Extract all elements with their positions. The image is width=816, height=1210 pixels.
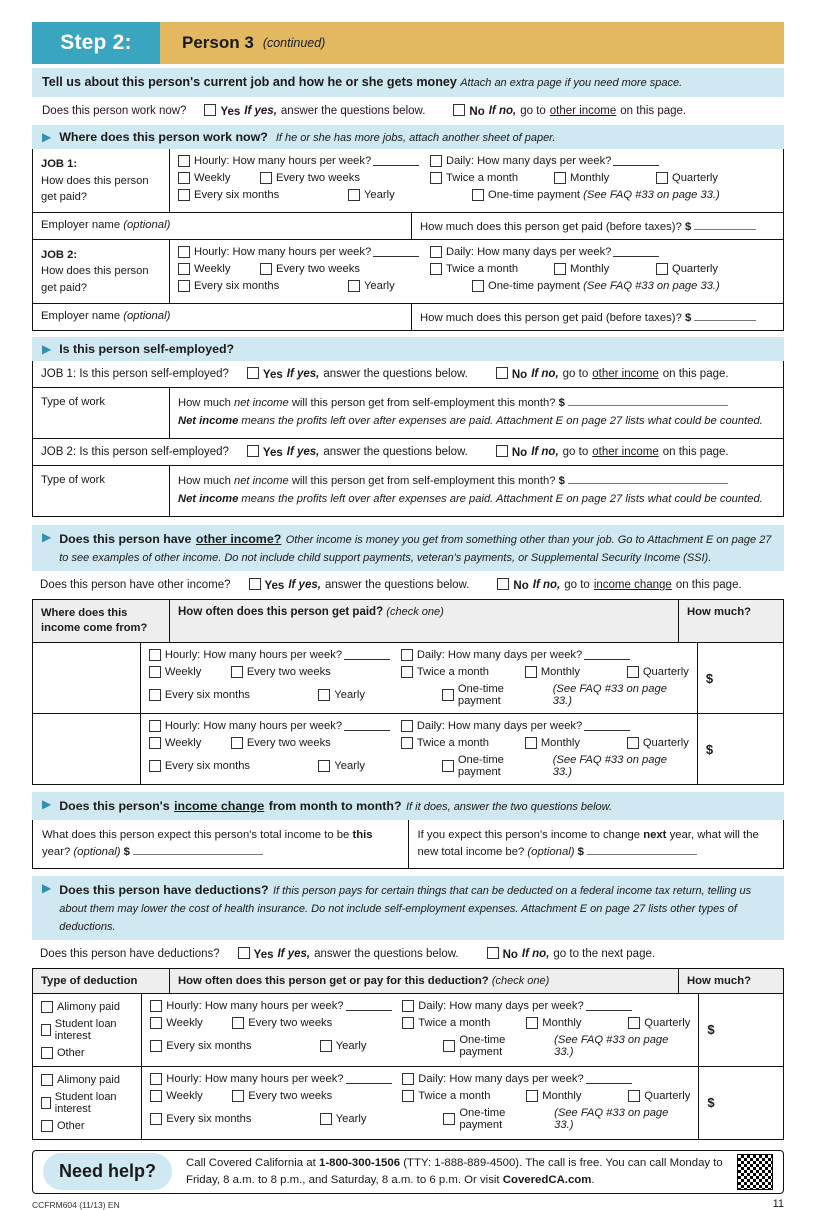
checkbox-icon[interactable] [472, 280, 484, 292]
job1-hourly[interactable]: Hourly: How many hours per week? [178, 155, 430, 167]
ded-col-type: Type of deduction [33, 969, 170, 993]
checkbox-icon[interactable] [496, 367, 508, 379]
income-change-next-year[interactable]: If you expect this person's income to change next year, what will the new total income be? (optional) $ [417, 829, 759, 859]
checkbox-icon[interactable] [41, 1024, 51, 1036]
checkbox-icon[interactable] [150, 1040, 162, 1052]
intro-note: Attach an extra page if you need more space. [460, 77, 683, 89]
work-now-question-row [32, 97, 784, 125]
oi2-yearly[interactable]: Yearly [318, 754, 442, 778]
ded-no[interactable]: No [487, 947, 518, 961]
se1-yes[interactable]: Yes [247, 367, 283, 381]
job2-yearly[interactable]: Yearly [348, 280, 472, 292]
checkbox-icon[interactable] [150, 1090, 162, 1102]
checkbox-icon[interactable] [204, 104, 216, 116]
checkbox-icon[interactable] [497, 578, 509, 590]
ded1-every-two-weeks[interactable]: Every two weeks [232, 1017, 402, 1029]
self-employed-heading: Is this person self-employed? [59, 341, 235, 356]
checkbox-icon[interactable] [41, 1120, 53, 1132]
checkbox-icon[interactable] [178, 189, 190, 201]
work-now-no[interactable]: No [453, 104, 484, 118]
checkbox-icon[interactable] [149, 689, 161, 701]
oi2-every-six-months[interactable]: Every six months [149, 754, 318, 778]
oi1-every-two-weeks[interactable]: Every two weeks [231, 666, 401, 678]
checkbox-icon[interactable] [628, 1090, 640, 1102]
checkbox-icon[interactable] [443, 1113, 455, 1125]
checkbox-icon[interactable] [430, 263, 442, 275]
job1-every-six-months[interactable]: Every six months [178, 189, 348, 201]
job2-paid-question: How does this person get paid? [41, 265, 149, 294]
checkbox-icon[interactable] [232, 1090, 244, 1102]
checkbox-icon[interactable] [401, 737, 413, 749]
checkbox-icon[interactable] [150, 1113, 162, 1125]
checkbox-icon[interactable] [348, 189, 360, 201]
checkbox-icon[interactable] [442, 689, 454, 701]
ded2-yearly[interactable]: Yearly [320, 1107, 444, 1131]
checkbox-icon[interactable] [318, 760, 330, 772]
ded1-alimony[interactable]: Alimony paid [41, 1001, 133, 1013]
page-number: 11 [772, 1197, 784, 1210]
job2-employer-name[interactable]: Employer name (optional) [33, 304, 412, 330]
checkbox-icon[interactable] [430, 246, 442, 258]
other-income-bar: ▶ Does this person have other income? Other income is money you get from something other than your job. Go to Attachment E on page 27 to see examples of other income. Do not include child support payments, veteran's payments, or Supplemental Security Income (SSI). [32, 525, 784, 571]
ded2-monthly[interactable]: Monthly [526, 1090, 628, 1102]
triangle-right-icon: ▶ [42, 130, 52, 144]
checkbox-icon[interactable] [149, 649, 161, 661]
need-help-text: Call Covered California at 1-800-300-1506 (TTY: 1-888-889-4500). The call is free. You can call Monday to Friday, 8 a.m. to 8 p.m., and Saturday, 8 a.m. to 6 p.m. Or visit CoveredCA.com. [186, 1157, 723, 1186]
oi1-one-time[interactable]: One-time payment (See FAQ #33 on page 33.) [442, 683, 689, 707]
other-income-row-1 [32, 643, 784, 714]
where-work-bar [32, 125, 784, 149]
page-footer [32, 1198, 784, 1210]
checkbox-icon[interactable] [232, 1017, 244, 1029]
ded-col-frequency: How often does this person get or pay for this deduction? (check one) [170, 969, 679, 993]
checkbox-icon[interactable] [178, 280, 190, 292]
se2-yes[interactable]: Yes [247, 445, 283, 459]
checkbox-icon[interactable] [554, 172, 566, 184]
person-title: Person 3 [182, 33, 254, 52]
ded1-twice-a-month[interactable]: Twice a month [402, 1017, 526, 1029]
checkbox-icon[interactable] [442, 760, 454, 772]
job1-yearly[interactable]: Yearly [348, 189, 472, 201]
checkbox-icon[interactable] [554, 263, 566, 275]
intro-title: Tell us about this person's current job and how he or she gets money [42, 75, 457, 89]
triangle-right-icon: ▶ [42, 797, 52, 812]
checkbox-icon[interactable] [402, 1073, 414, 1085]
ded-col-amount: How much? [687, 974, 752, 987]
oi1-every-six-months[interactable]: Every six months [149, 683, 318, 707]
checkbox-icon[interactable] [430, 155, 442, 167]
se2-net-income-question[interactable]: How much net income will this person get from self-employment this month? $ [178, 473, 775, 491]
ded1-every-six-months[interactable]: Every six months [150, 1034, 319, 1058]
self-employed-job1-row [33, 388, 783, 438]
se2-type-of-work[interactable]: Type of work [33, 466, 170, 516]
where-work-heading: Where does this person work now? [59, 130, 268, 144]
checkbox-icon[interactable] [320, 1113, 332, 1125]
checkbox-icon[interactable] [472, 189, 484, 201]
other-income-question-row: Does this person have other income? Yes If yes, answer the questions below. No If no, go to income change on this page. [40, 578, 742, 592]
checkbox-icon[interactable] [41, 1074, 53, 1086]
oi2-daily[interactable]: Daily: How many days per week? [401, 720, 630, 732]
job1-pay-amount[interactable]: How much does this person get paid (before taxes)? $ [412, 213, 783, 239]
se1-no[interactable]: No [496, 367, 527, 381]
checkbox-icon[interactable] [525, 666, 537, 678]
ded1-daily[interactable]: Daily: How many days per week? [402, 1000, 631, 1012]
ded1-quarterly[interactable]: Quarterly [628, 1017, 690, 1029]
page-header [32, 22, 784, 64]
need-help-phone: 1-800-300-1506 [318, 1157, 401, 1170]
job1-one-time[interactable]: One-time payment (See FAQ #33 on page 33.) [472, 189, 720, 201]
oi-amount-1[interactable]: $ [705, 670, 714, 686]
oi-options-2 [141, 714, 698, 784]
work-now-no-rest-post: on this page. [620, 105, 687, 117]
oi1-daily[interactable]: Daily: How many days per week? [401, 649, 630, 661]
ded1-monthly[interactable]: Monthly [526, 1017, 628, 1029]
checkbox-icon[interactable] [348, 280, 360, 292]
oi-options-1 [141, 643, 698, 713]
job1-quarterly[interactable]: Quarterly [656, 172, 718, 184]
ded-types-1 [33, 994, 142, 1066]
income-change-table [32, 820, 784, 869]
checkbox-icon[interactable] [656, 263, 668, 275]
ded2-one-time[interactable]: One-time payment (See FAQ #33 on page 33.) [443, 1107, 690, 1131]
oi-col-amount: How much? [687, 605, 752, 618]
job1-weekly[interactable]: Weekly [178, 172, 260, 184]
oi2-every-two-weeks[interactable]: Every two weeks [231, 737, 401, 749]
job2-employer-row [33, 303, 783, 330]
job1-daily[interactable]: Daily: How many days per week? [430, 155, 659, 167]
checkbox-icon[interactable] [318, 689, 330, 701]
oi1-twice-a-month[interactable]: Twice a month [401, 666, 525, 678]
checkbox-icon[interactable] [260, 263, 272, 275]
self-employed-job2-row [33, 466, 783, 516]
job1-employer-row [33, 212, 783, 239]
oi2-hourly[interactable]: Hourly: How many hours per week? [149, 720, 401, 732]
job1-monthly[interactable]: Monthly [554, 172, 656, 184]
income-change-this-year[interactable]: What does this person expect this person's total income to be this year? (optional) $ [33, 820, 409, 868]
deductions-bar [32, 876, 784, 940]
oi2-quarterly[interactable]: Quarterly [627, 737, 689, 749]
checkbox-icon[interactable] [320, 1040, 332, 1052]
ded1-student-loan[interactable]: Student loan interest [41, 1018, 133, 1042]
checkbox-icon[interactable] [178, 172, 190, 184]
income-change-bar: ▶ Does this person's income change from month to month? If it does, answer the two questions below. [32, 792, 784, 820]
job2-every-two-weeks[interactable]: Every two weeks [260, 263, 430, 275]
checkbox-icon[interactable] [41, 1001, 53, 1013]
checkbox-icon[interactable] [150, 1017, 162, 1029]
other-income-link[interactable]: other income [549, 105, 617, 117]
checkbox-icon[interactable] [443, 1040, 455, 1052]
checkbox-icon[interactable] [150, 1073, 162, 1085]
checkbox-icon[interactable] [249, 578, 261, 590]
self-employed-bar [32, 337, 784, 361]
deductions-note: If this person pays for certain things that can be deducted on a federal income tax return, telling us about them may lower the cost of health insurance. Do not include self-employment expenses. Attachment E on page 27 lists other types of deductions. [59, 884, 752, 933]
checkbox-icon[interactable] [178, 246, 190, 258]
job1-employer-name[interactable]: Employer name (optional) [33, 213, 412, 239]
job2-pay-amount[interactable]: How much does this person get paid (before taxes)? $ [412, 304, 783, 330]
other-income-heading-link[interactable]: other income? [195, 531, 282, 546]
ded-options-1 [142, 994, 699, 1066]
ded2-quarterly[interactable]: Quarterly [628, 1090, 690, 1102]
job2-weekly[interactable]: Weekly [178, 263, 260, 275]
checkbox-icon[interactable] [247, 445, 259, 457]
checkbox-icon[interactable] [150, 1000, 162, 1012]
qr-code-icon [737, 1154, 773, 1190]
checkbox-icon[interactable] [656, 172, 668, 184]
intro-bar [32, 68, 784, 97]
oi1-hourly[interactable]: Hourly: How many hours per week? [149, 649, 401, 661]
work-now-yes-rest: answer the questions below. [280, 105, 426, 117]
job2-daily[interactable]: Daily: How many days per week? [430, 246, 659, 258]
oi1-monthly[interactable]: Monthly [525, 666, 627, 678]
self-employed-job2-question: JOB 2: Is this person self-employed? Yes If yes, answer the questions below. No If no, go to other income on this page. [33, 438, 783, 466]
other-income-table-head [32, 599, 784, 643]
se1-net-income-question[interactable]: How much net income will this person get from self-employment this month? $ [178, 395, 775, 413]
self-employed-block [32, 361, 784, 517]
ded-types-2 [33, 1067, 142, 1139]
checkbox-icon[interactable] [402, 1000, 414, 1012]
person-continued: (continued) [262, 36, 326, 50]
job2-options [170, 240, 783, 303]
work-now-label: Does this person work now? [42, 105, 187, 117]
checkbox-icon[interactable] [453, 104, 465, 116]
work-now-yes[interactable]: Yes [204, 104, 240, 118]
checkbox-icon[interactable] [402, 1017, 414, 1029]
income-change-link[interactable]: income change [593, 578, 672, 591]
checkbox-icon[interactable] [402, 1090, 414, 1102]
checkbox-icon[interactable] [526, 1017, 538, 1029]
ded2-every-six-months[interactable]: Every six months [150, 1107, 319, 1131]
checkbox-icon[interactable] [627, 737, 639, 749]
oi-source-input-1[interactable] [33, 643, 141, 713]
job2-every-six-months[interactable]: Every six months [178, 280, 348, 292]
other-income-link[interactable]: other income [592, 368, 659, 381]
se2-net-income [170, 466, 783, 516]
ded-options-2 [142, 1067, 699, 1139]
deductions-row-2 [32, 1067, 784, 1140]
checkbox-icon[interactable] [430, 172, 442, 184]
checkbox-icon[interactable] [178, 263, 190, 275]
se1-net-income-definition: Net income means the profits left over after expenses are paid. Attachment E on page 27 lists what could be counted. [178, 415, 763, 428]
job2-twice-a-month[interactable]: Twice a month [430, 263, 554, 275]
ded2-twice-a-month[interactable]: Twice a month [402, 1090, 526, 1102]
deductions-heading: Does this person have deductions? [59, 882, 269, 897]
ded2-alimony[interactable]: Alimony paid [41, 1074, 133, 1086]
need-help-site[interactable]: CoveredCA.com [502, 1173, 592, 1186]
checkbox-icon[interactable] [628, 1017, 640, 1029]
ded1-yearly[interactable]: Yearly [320, 1034, 444, 1058]
oi1-quarterly[interactable]: Quarterly [627, 666, 689, 678]
job1-every-two-weeks[interactable]: Every two weeks [260, 172, 430, 184]
work-now-no-note: If no, [488, 105, 517, 117]
job2-label: JOB 2: [41, 249, 78, 262]
oi-col-source: Where does this income come from? [33, 600, 170, 642]
deductions-row-1 [32, 994, 784, 1067]
job2-hourly[interactable]: Hourly: How many hours per week? [178, 246, 430, 258]
triangle-right-icon: ▶ [42, 529, 52, 544]
where-work-note: If he or she has more jobs, attach another sheet of paper. [275, 132, 556, 144]
checkbox-icon[interactable] [401, 720, 413, 732]
work-now-no-rest-pre: go to [520, 105, 546, 117]
job1-twice-a-month[interactable]: Twice a month [430, 172, 554, 184]
oi-col-frequency: How often does this person get paid? (check one) [170, 600, 679, 642]
need-help-box [32, 1150, 784, 1194]
work-now-yes-note: If yes, [244, 105, 277, 117]
checkbox-icon[interactable] [247, 367, 259, 379]
checkbox-icon[interactable] [238, 947, 250, 959]
se1-net-income [170, 388, 783, 438]
checkbox-icon[interactable] [401, 649, 413, 661]
checkbox-icon[interactable] [260, 172, 272, 184]
ded2-daily[interactable]: Daily: How many days per week? [402, 1073, 631, 1085]
oi-source-input-2[interactable] [33, 714, 141, 784]
triangle-right-icon: ▶ [42, 341, 52, 356]
other-income-link[interactable]: other income [592, 446, 659, 459]
oi2-monthly[interactable]: Monthly [525, 737, 627, 749]
checkbox-icon[interactable] [231, 737, 243, 749]
se2-net-income-definition: Net income means the profits left over after expenses are paid. Attachment E on page 27 lists what could be counted. [178, 492, 763, 505]
oi2-one-time[interactable]: One-time payment (See FAQ #33 on page 33.) [442, 754, 689, 778]
checkbox-icon[interactable] [496, 445, 508, 457]
checkbox-icon[interactable] [41, 1047, 53, 1059]
self-employed-job1-question: JOB 1: Is this person self-employed? Yes If yes, answer the questions below. No If no, go to other income on this page. [33, 361, 783, 388]
checkbox-icon[interactable] [526, 1090, 538, 1102]
job1-label: JOB 1: [41, 158, 78, 171]
ded2-every-two-weeks[interactable]: Every two weeks [232, 1090, 402, 1102]
checkbox-icon[interactable] [487, 947, 499, 959]
job2-label-cell [33, 240, 170, 303]
job1-paid-question: How does this person get paid? [41, 174, 149, 203]
other-income-row-2 [32, 714, 784, 785]
deductions-question-row: Does this person have deductions? Yes If yes, answer the questions below. No If no, go to the next page. [40, 947, 656, 961]
ded1-other[interactable]: Other [41, 1047, 133, 1059]
income-change-heading-link[interactable]: income change [174, 799, 265, 814]
oi-yes[interactable]: Yes [249, 578, 285, 592]
checkbox-icon[interactable] [525, 737, 537, 749]
job2-block [32, 240, 784, 331]
oi-no[interactable]: No [497, 578, 528, 592]
ded2-hourly[interactable]: Hourly: How many hours per week? [150, 1073, 402, 1085]
ded2-weekly[interactable]: Weekly [150, 1090, 232, 1102]
checkbox-icon[interactable] [41, 1097, 51, 1109]
oi1-yearly[interactable]: Yearly [318, 683, 442, 707]
se2-no[interactable]: No [496, 445, 527, 459]
checkbox-icon[interactable] [149, 666, 161, 678]
job1-label-cell [33, 149, 170, 212]
checkbox-icon[interactable] [149, 720, 161, 732]
person-header [160, 22, 784, 64]
oi1-weekly[interactable]: Weekly [149, 666, 231, 678]
income-change-note: If it does, answer the two questions below. [406, 801, 613, 814]
checkbox-icon[interactable] [231, 666, 243, 678]
job2-one-time[interactable]: One-time payment (See FAQ #33 on page 33.) [472, 280, 720, 292]
job1-options [170, 149, 783, 212]
job2-quarterly[interactable]: Quarterly [656, 263, 718, 275]
ded2-other[interactable]: Other [41, 1120, 133, 1132]
se1-type-of-work[interactable]: Type of work [33, 388, 170, 438]
other-income-note: Other income is money you get from something other than your job. Go to Attachment E on page 27 to see examples of other income. Do not include child support payments, veteran's payments, or Supplemental Security Income (SSI). [59, 533, 772, 564]
checkbox-icon[interactable] [149, 737, 161, 749]
job1-block [32, 149, 784, 240]
need-help-title: Need help? [43, 1153, 172, 1190]
checkbox-icon[interactable] [149, 760, 161, 772]
form-code: CCFRM604 (11/13) EN [32, 1199, 120, 1210]
checkbox-icon[interactable] [178, 155, 190, 167]
ded1-one-time[interactable]: One-time payment (See FAQ #33 on page 33.) [443, 1034, 690, 1058]
ded2-student-loan[interactable]: Student loan interest [41, 1091, 133, 1115]
checkbox-icon[interactable] [627, 666, 639, 678]
triangle-right-icon: ▶ [42, 880, 52, 895]
ded-amount-1[interactable]: $ [707, 1022, 715, 1038]
deductions-table-head [32, 968, 784, 994]
job1-row [33, 149, 783, 212]
step-badge: Step 2: [32, 22, 160, 64]
job2-row [33, 240, 783, 303]
job2-monthly[interactable]: Monthly [554, 263, 656, 275]
oi2-twice-a-month[interactable]: Twice a month [401, 737, 525, 749]
oi-amount-2[interactable]: $ [705, 741, 714, 757]
ded1-weekly[interactable]: Weekly [150, 1017, 232, 1029]
oi2-weekly[interactable]: Weekly [149, 737, 231, 749]
ded1-hourly[interactable]: Hourly: How many hours per week? [150, 1000, 402, 1012]
ded-amount-2[interactable]: $ [707, 1095, 715, 1111]
checkbox-icon[interactable] [401, 666, 413, 678]
ded-yes[interactable]: Yes [238, 947, 274, 961]
